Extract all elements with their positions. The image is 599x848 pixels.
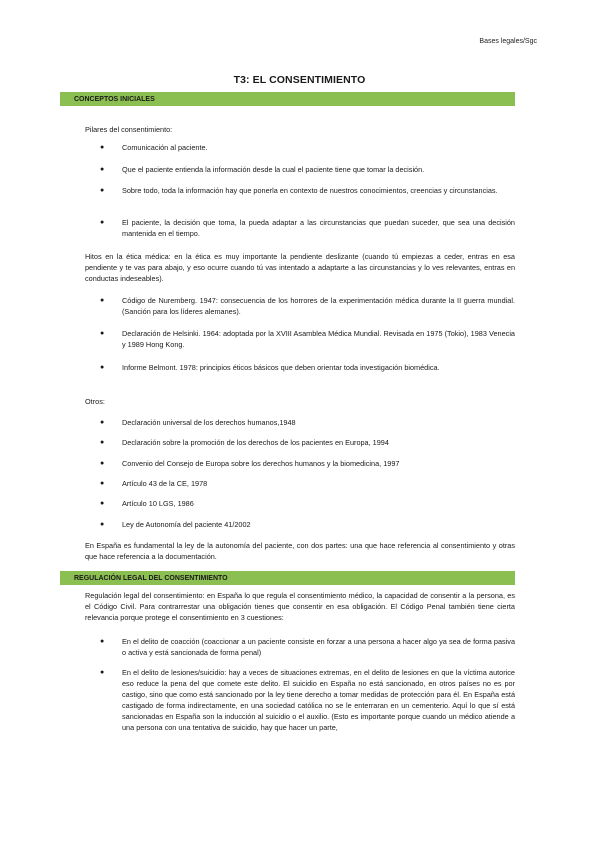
list-item [100,185,515,196]
espana-paragraph: En España es fundamental la ley de la autonomía del paciente, con dos partes: una que hace referencia al consentimiento y otras que hace referencia a la documentación. [85,541,515,561]
list-item [100,667,515,733]
bullet-icon: ● [100,364,105,371]
hitos-paragraph: Hitos en la ética médica: en la ética es muy importante la pendiente deslizante (cuando tú empiezas a ceder, entras en esa pendiente y te vas para abajo, y eso ocurre cuando tú vas intentado a adaptarte a las circunstancias y lo ves relevantes, entras en conductas indeseables). [85,252,515,283]
list-item-text: Comunicación al paciente. [122,143,208,152]
bullet-icon: ● [100,219,105,226]
list-item-text: Convenio del Consejo de Europa sobre los derechos humanos y la biomedicina, 1997 [122,459,400,468]
list-item-text: Artículo 43 de la CE, 1978 [122,479,208,488]
list-item [100,498,515,509]
list-item [100,217,515,239]
bullet-icon: ● [100,330,105,337]
bullet-icon: ● [100,297,105,304]
bullet-icon: ● [100,460,105,467]
list-item-text: Artículo 10 LGS, 1986 [122,499,194,508]
list-item [100,295,515,317]
list-item [100,328,515,350]
bullet-icon: ● [100,144,105,151]
regulacion-paragraph: Regulación legal del consentimiento: en España lo que regula el consentimiento médico, la capacidad de consentir a la persona, es el Código Civil. Para contrarrestar una obligación tienes que consentir en esa obligación. El Código Penal también tiene cierta relevancia porque protege el consentimiento en 3 cuestiones: [85,591,515,622]
page-title: T3: EL CONSENTIMIENTO [233,74,366,86]
list-item-text: El paciente, la decisión que toma, la pueda adaptar a las circunstancias que puedan suceder, que sea una decisión mantenida en el tiempo. [122,218,515,238]
list-item [100,164,515,175]
list-item-text: Declaración sobre la promoción de los derechos de los pacientes en Europa, 1994 [122,438,389,447]
list-item [100,636,515,658]
list-item [100,142,515,153]
list-item [100,458,515,469]
otros-heading: Otros: [85,397,105,406]
list-item-text: En el delito de lesiones/suicidio: hay a veces de situaciones extremas, en el delito de lesiones en que la víctima autorice eso reduce la pena del que comete este delito. El suicidio en España no está sancionado, en otros países no es por castigo, sino que como está sancionado por la ley tiene derecho a tomar medidas de protección para él. En España está castigado de forma indirectamente, en una sociedad católica no se le enterraran en un cementerio. Aquí lo que sí está sancionadas en España son la inducción al suicidio o el auxilio. (Esto es importante porque cuando un médico atiende a una persona con una tentativa de suicidio, hay que hacer un parte, [122,668,515,732]
list-item [100,362,515,373]
bullet-icon: ● [100,480,105,487]
section-heading-band [60,92,515,106]
list-item [100,519,515,530]
bullet-icon: ● [100,521,105,528]
section-heading-text: CONCEPTOS INICIALES [74,95,155,103]
page-header-label: Bases legales/Sgc [479,38,537,45]
bullet-icon: ● [100,419,105,426]
list-item [100,417,515,428]
pilares-heading: Pilares del consentimiento: [85,125,173,134]
list-item-text: Declaración de Helsinki. 1964: adoptada por la XVIII Asamblea Médica Mundial. Revisada en 1975 (Tokio), 1983 Venecia y 1989 Hong Kong. [122,329,515,349]
list-item-text: En el delito de coacción (coaccionar a un paciente consiste en forzar a una persona a hacer algo ya sea de forma pasiva o activa y está sancionada de forma penal) [122,637,515,657]
bullet-icon: ● [100,638,105,645]
list-item-text: Informe Belmont. 1978: principios éticos básicos que deben orientar toda investigación biomédica. [122,363,440,372]
bullet-icon: ● [100,166,105,173]
list-item-text: Código de Nuremberg. 1947: consecuencia de los horrores de la experimentación médica durante la II guerra mundial. (Sanción para los líderes alemanes). [122,296,515,316]
list-item [100,478,515,489]
bullet-icon: ● [100,439,105,446]
list-item-text: Ley de Autonomía del paciente 41/2002 [122,520,251,529]
list-item-text: Sobre todo, toda la información hay que ponerla en contexto de nuestros conocimientos, creencias y circunstancias. [122,186,498,195]
bullet-icon: ● [100,187,105,194]
section-heading-band [60,571,515,585]
bullet-icon: ● [100,669,105,676]
bullet-icon: ● [100,500,105,507]
list-item-text: Que el paciente entienda la información desde la cual el paciente tiene que tomar la decisión. [122,165,425,174]
list-item [100,437,515,448]
list-item-text: Declaración universal de los derechos humanos,1948 [122,418,296,427]
section-heading-text: REGULACIÓN LEGAL DEL CONSENTIMIENTO [74,574,228,582]
